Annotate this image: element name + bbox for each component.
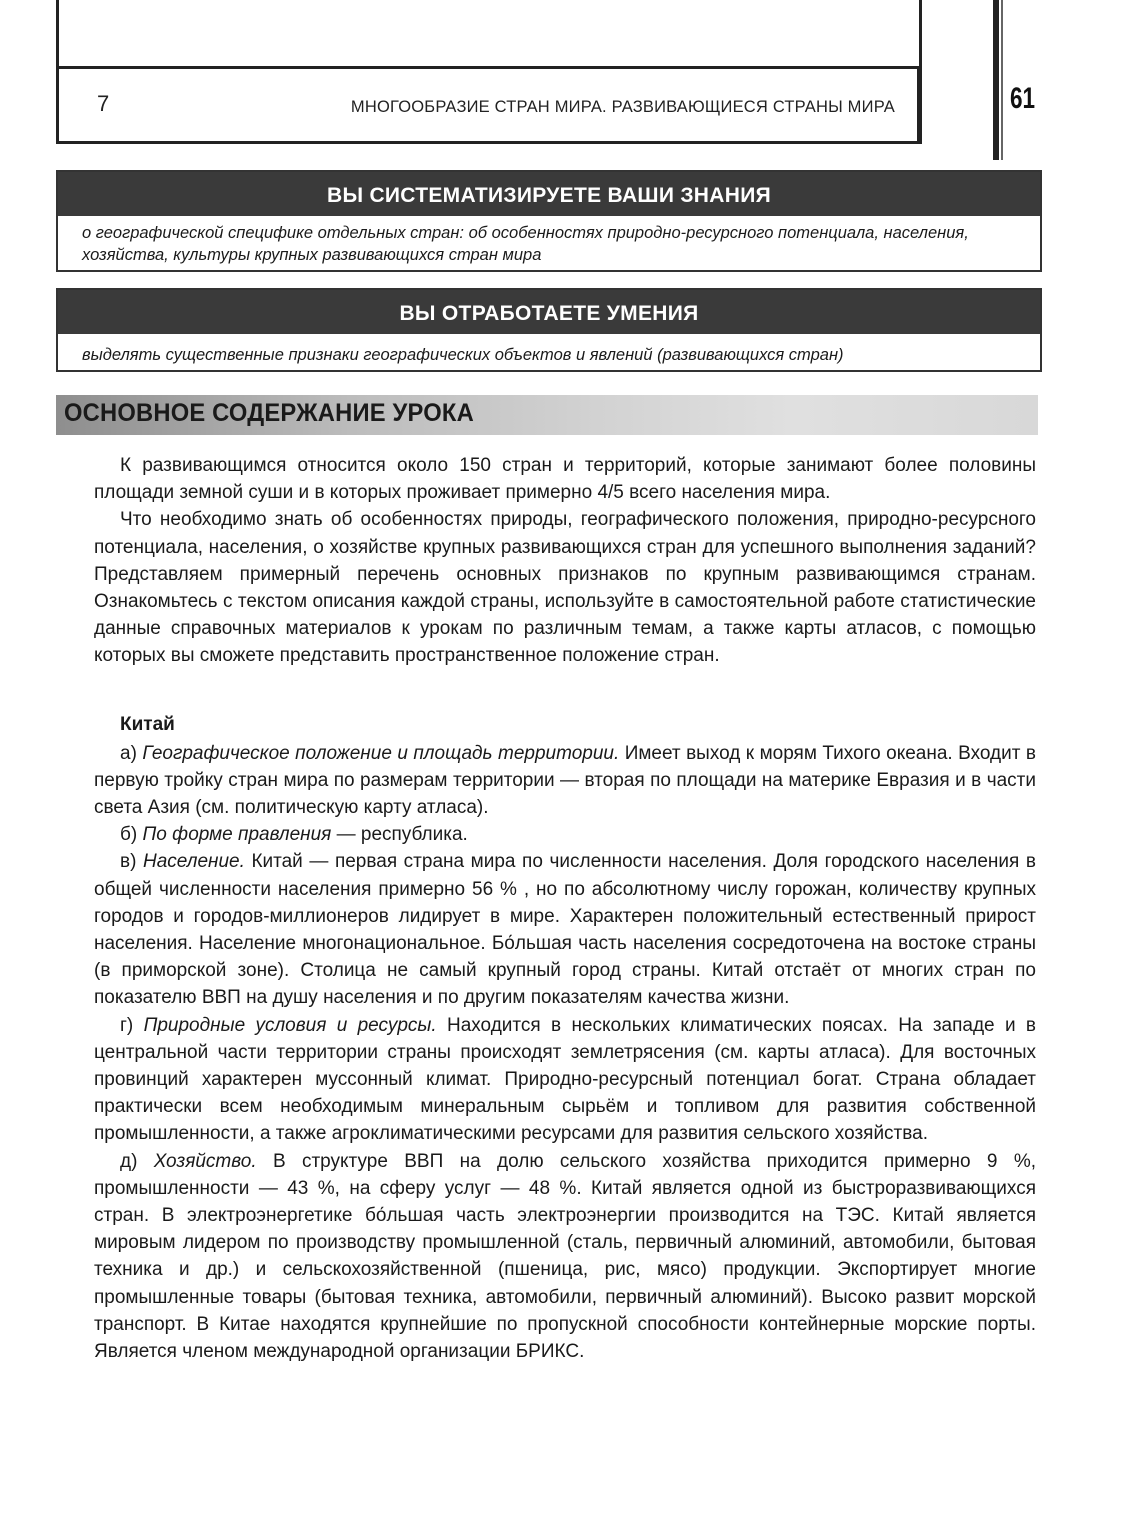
chapter-number: 7 xyxy=(97,91,110,116)
skills-box xyxy=(56,288,1042,372)
item-prefix: в) xyxy=(120,851,143,873)
item-text: Китай — первая страна мира по численности населения. Доля городского населения в общей численности населения примерно 56 % , но по абсолютному числу горожан, количеству крупных городов и городов-миллионеров лидирует в мире. Характерен положительный естественный прирост населения. Население многонациональное. Бо́льшая часть населения сосредоточена на востоке страны (в приморской зоне). Столица не самый крупный город страны. Китай отстаёт от многих стран по показателю ВВП на душу населения и по другим показателям качества жизни. xyxy=(94,851,1036,1009)
item-label: Хозяйство. xyxy=(153,1150,257,1172)
knowledge-box-text: о географической специфике отдельных стран: об особенностях природно-ресурсного потенциала, населения, хозяйства, культуры крупных развивающихся стран мира xyxy=(82,224,969,264)
running-title: МНОГООБРАЗИЕ СТРАН МИРА. РАЗВИВАЮЩИЕСЯ СТРАНЫ МИРА xyxy=(350,98,895,116)
country-item-a xyxy=(94,740,1036,822)
paragraph-gap xyxy=(94,670,1036,710)
item-prefix: г) xyxy=(120,1014,144,1036)
item-label: По форме правления xyxy=(142,824,332,846)
section-heading-band xyxy=(56,395,1038,435)
item-label: Географическое положение и площадь территории. xyxy=(142,742,620,764)
country-item-c xyxy=(94,848,1036,1011)
running-header xyxy=(56,66,922,144)
side-rule xyxy=(993,0,1003,160)
item-text: — республика. xyxy=(331,824,468,846)
item-text: Имеет выход к морям Тихого океана. Входит в первую тройку стран мира по размерам территории — вторая по площади на материке Евразия и в части света Азия (см. политическую карту атласа). xyxy=(94,742,1036,819)
item-prefix: д) xyxy=(120,1150,154,1172)
skills-box-heading: ВЫ ОТРАБОТАЕТЕ УМЕНИЯ xyxy=(58,290,1040,334)
lesson-content xyxy=(94,452,1036,1365)
item-text: В структуре ВВП на долю сельского хозяйства приходится примерно 9 %, промышленности — 43 %, на сферу услуг — 48 %. Китай является одной из быстроразвивающихся стран. В электроэнергетике бо́льшая часть электроэнергии производится на ТЭС. Китай является мировым лидером по производству промышленной (сталь, первичный алюминий, автомобили, бытовая техника и др.) и сельскохозяйственной (пшеница, рис, мясо) продукции. Экспортирует многие промышленные товары (бытовая техника, автомобили, первичный алюминий). Высоко развит морской транспорт. В Китае находятся крупнейшие по пропускной способности контейнерные морские порты. Является членом международной организации БРИКС. xyxy=(94,1150,1036,1363)
country-item-b xyxy=(94,821,1036,848)
item-label: Население. xyxy=(143,851,245,873)
knowledge-box-heading: ВЫ СИСТЕМАТИЗИРУЕТЕ ВАШИ ЗНАНИЯ xyxy=(58,172,1040,216)
item-text: Находится в нескольких климатических поясах. На западе и в центральной части территории страны происходят землетрясения (см. карты атласа). Для восточных провинций характерен муссонный климат. Природно-ресурсный потенциал богат. Страна обладает практически всем необходимым минеральным сырьём и топливом для развития собственной промышленности, а также агроклиматическими ресурсами для развития сельского хозяйства. xyxy=(94,1014,1036,1145)
intro-paragraph: Что необходимо знать об особенностях природы, географического положения, природно-ресурсного потенциала, населения, о хозяйстве крупных развивающихся стран для успешного выполнения заданий? Представляем примерный перечень основных признаков по крупным развивающимся странам. Ознакомьтесь с текстом описания каждой страны, используйте в самостоятельной работе статистические данные справочных материалов к урокам по различным темам, а также карты атласов, с помощью которых вы сможете представить пространственное положение стран. xyxy=(94,509,1036,667)
header-frame-top xyxy=(56,0,922,66)
country-item-d xyxy=(94,1012,1036,1148)
knowledge-box xyxy=(56,170,1042,272)
skills-box-text: выделять существенные признаки географических объектов и явлений (развивающихся стран) xyxy=(82,346,844,364)
item-prefix: б) xyxy=(120,824,143,846)
country-item-e xyxy=(94,1148,1036,1366)
page-number: 61 xyxy=(1010,82,1036,115)
item-label: Природные условия и ресурсы. xyxy=(143,1014,437,1036)
item-prefix: а) xyxy=(120,742,143,764)
section-title: ОСНОВНОЕ СОДЕРЖАНИЕ УРОКА xyxy=(64,399,474,427)
intro-paragraph: К развивающимся относится около 150 стран и территорий, которые занимают более половины площади земной суши и в которых проживает примерно 4/5 всего населения мира. xyxy=(94,455,1036,504)
country-heading: Китай xyxy=(120,713,175,735)
